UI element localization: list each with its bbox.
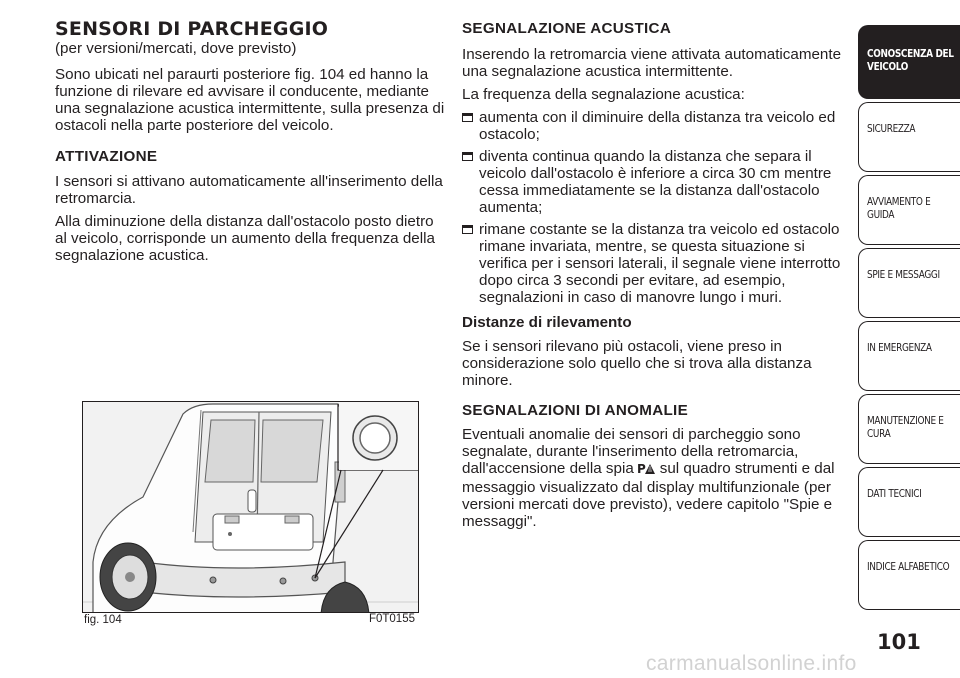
activation-heading: ATTIVAZIONE [55, 148, 158, 165]
list-item: diventa continua quando la distanza che separa il veicolo dall'ostacolo è inferiore a circa 30 cm mentre cessa immediatamente se la distanza dall'ostacolo aumenta; [462, 148, 847, 216]
list-item: rimane costante se la distanza tra veicolo ed ostacolo rimane invariata, mentre, se questa situazione si verifica per i sensori laterali, il segnale viene interrotto dopo circa 3 secondi per evitare, ad esempio, segnalazioni in caso di manovre lungo i muri. [462, 221, 847, 306]
intro-paragraph: Sono ubicati nel paraurti posteriore fig. 104 ed hanno la funzione di rilevare ed avvisare il conducente, mediante una segnalazione acustica intermittente, sulla presenza di ostacoli nella parte posteriore del veicolo. [55, 66, 445, 134]
tab-manutenzione-e-cura[interactable] [858, 394, 960, 464]
svg-text:P: P [636, 462, 646, 475]
checkbox-bullet-icon [462, 225, 473, 234]
tab-label: MANUTENZIONE E CURA [867, 415, 944, 440]
tab-conoscenza-del-veicolo[interactable] [858, 25, 960, 99]
acoustic-heading: SEGNALAZIONE ACUSTICA [462, 20, 672, 37]
right-column [462, 20, 847, 530]
distance-heading: Distanze di rilevamento [462, 314, 632, 331]
tab-spie-e-messaggi[interactable] [858, 248, 960, 318]
activation-paragraph-1: I sensori si attivano automaticamente all'inserimento della retromarcia. [55, 173, 443, 207]
tab-label: DATI TECNICI [867, 488, 922, 500]
tab-in-emergenza[interactable] [858, 321, 960, 391]
acoustic-paragraph-2: La frequenza della segnalazione acustica: [462, 86, 745, 103]
rear-vehicle-illustration [83, 402, 419, 613]
frequency-list [462, 109, 847, 306]
tab-indice-alfabetico[interactable] [858, 540, 960, 610]
chapter-tabs [858, 25, 960, 613]
tab-dati-tecnici[interactable] [858, 467, 960, 537]
tab-label: CONOSCENZA DEL VEICOLO [867, 48, 954, 73]
anomaly-heading: SEGNALAZIONI DI ANOMALIE [462, 402, 689, 419]
watermark: carmanualsonline.info [646, 652, 857, 675]
distance-paragraph: Se i sensori rilevano più ostacoli, viene preso in considerazione solo quello che si trova alla distanza minore. [462, 338, 812, 389]
page-subtitle: (per versioni/mercati, dove previsto) [55, 40, 297, 57]
page-number: 101 [877, 630, 921, 654]
rear-vehicle-figure [82, 401, 419, 613]
figure-number: fig. 104 [84, 614, 122, 626]
anomaly-paragraph: Eventuali anomalie dei sensori di parcheggio sono segnalate, durante l'inserimento della retromarcia, dall'accensione della spia P sul quadro strumenti e dal messaggio visualizzato dal display multifunzionale (per versioni mercati dove previsto), vedere capitolo "Spie e messaggi". [462, 426, 835, 530]
left-column [55, 18, 445, 264]
tab-label: INDICE ALFABETICO [867, 561, 950, 573]
checkbox-bullet-icon [462, 152, 473, 161]
list-item: aumenta con il diminuire della distanza tra veicolo ed ostacolo; [462, 109, 847, 143]
page-title: SENSORI DI PARCHEGGIO [55, 18, 329, 40]
activation-paragraph-2: Alla diminuzione della distanza dall'ostacolo posto dietro al veicolo, corrisponde un aumento della frequenza della segnalazione acustica. [55, 213, 435, 264]
tab-sicurezza[interactable] [858, 102, 960, 172]
tab-label: SPIE E MESSAGGI [867, 269, 940, 281]
tab-avviamento-e-guida[interactable] [858, 175, 960, 245]
acoustic-paragraph-1: Inserendo la retromarcia viene attivata automaticamente una segnalazione acustica intermittente. [462, 46, 842, 80]
figure-code: F0T0155 [368, 613, 415, 625]
tab-label: AVVIAMENTO E GUIDA [867, 196, 931, 221]
tab-label: SICUREZZA [867, 123, 916, 135]
parking-sensor-warning-icon [637, 461, 657, 479]
checkbox-bullet-icon [462, 113, 473, 122]
tab-label: IN EMERGENZA [867, 342, 932, 354]
